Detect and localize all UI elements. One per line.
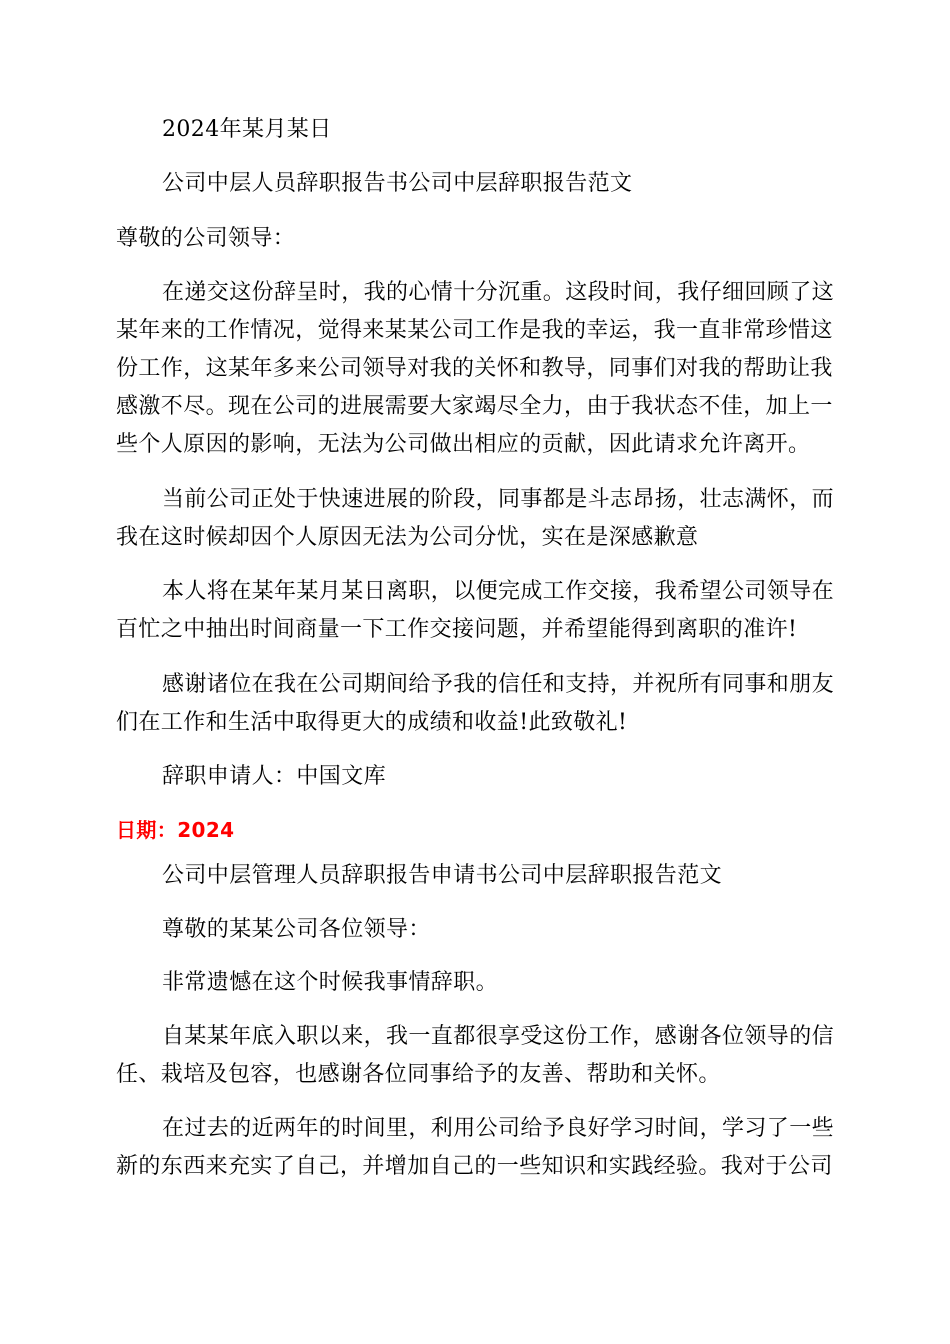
signature-line: 辞职申请人：中国文库: [162, 764, 387, 789]
paragraph-4-line: 们在工作和生活中取得更大的成绩和收益!此致敬礼!: [116, 710, 628, 735]
paragraph-2-line: 我在这时候却因个人原因无法为公司分忧，实在是深感歉意: [116, 525, 699, 550]
paragraph-3-line: 百忙之中抽出时间商量一下工作交接问题，并希望能得到离职的准许!: [116, 617, 798, 642]
salutation-2: 尊敬的某某公司各位领导：: [162, 917, 431, 942]
paragraph-7-line: 新的东西来充实了自己，并增加自己的一些知识和实践经验。我对于公司: [116, 1154, 833, 1179]
paragraph-2-line: 当前公司正处于快速进展的阶段，同事都是斗志昂扬，壮志满怀，而: [162, 487, 835, 512]
paragraph-1-line: 某年来的工作情况，觉得来某某公司工作是我的幸运，我一直非常珍惜这: [116, 318, 833, 343]
paragraph-1-line: 份工作，这某年多来公司领导对我的关怀和教导，同事们对我的帮助让我: [116, 356, 833, 381]
date-heading: 日期：2024: [116, 818, 235, 842]
salutation-1: 尊敬的公司领导：: [116, 226, 296, 251]
paragraph-6-line: 自某某年底入职以来，我一直都很享受这份工作，感谢各位领导的信: [162, 1024, 835, 1049]
paragraph-7-line: 在过去的近两年的时间里，利用公司给予良好学习时间，学习了一些: [162, 1116, 835, 1141]
paragraph-1-line: 些个人原因的影响，无法为公司做出相应的贡献，因此请求允许离开。: [116, 432, 811, 457]
paragraph-5: 非常遗憾在这个时候我事情辞职。: [162, 970, 499, 995]
date-line: 2024年某月某日: [162, 117, 332, 142]
paragraph-1-line: 在递交这份辞呈时，我的心情十分沉重。这段时间，我仔细回顾了这: [162, 280, 835, 305]
document-title-1: 公司中层人员辞职报告书公司中层辞职报告范文: [162, 171, 633, 196]
paragraph-6-line: 任、栽培及包容，也感谢各位同事给予的友善、帮助和关怀。: [116, 1062, 721, 1087]
paragraph-4-line: 感谢诸位在我在公司期间给予我的信任和支持，并祝所有同事和朋友: [162, 672, 835, 697]
paragraph-3-line: 本人将在某年某月某日离职，以便完成工作交接，我希望公司领导在: [162, 579, 835, 604]
paragraph-1-line: 感激不尽。现在公司的进展需要大家竭尽全力，由于我状态不佳，加上一: [116, 394, 833, 419]
document-title-2: 公司中层管理人员辞职报告申请书公司中层辞职报告范文: [162, 863, 723, 888]
